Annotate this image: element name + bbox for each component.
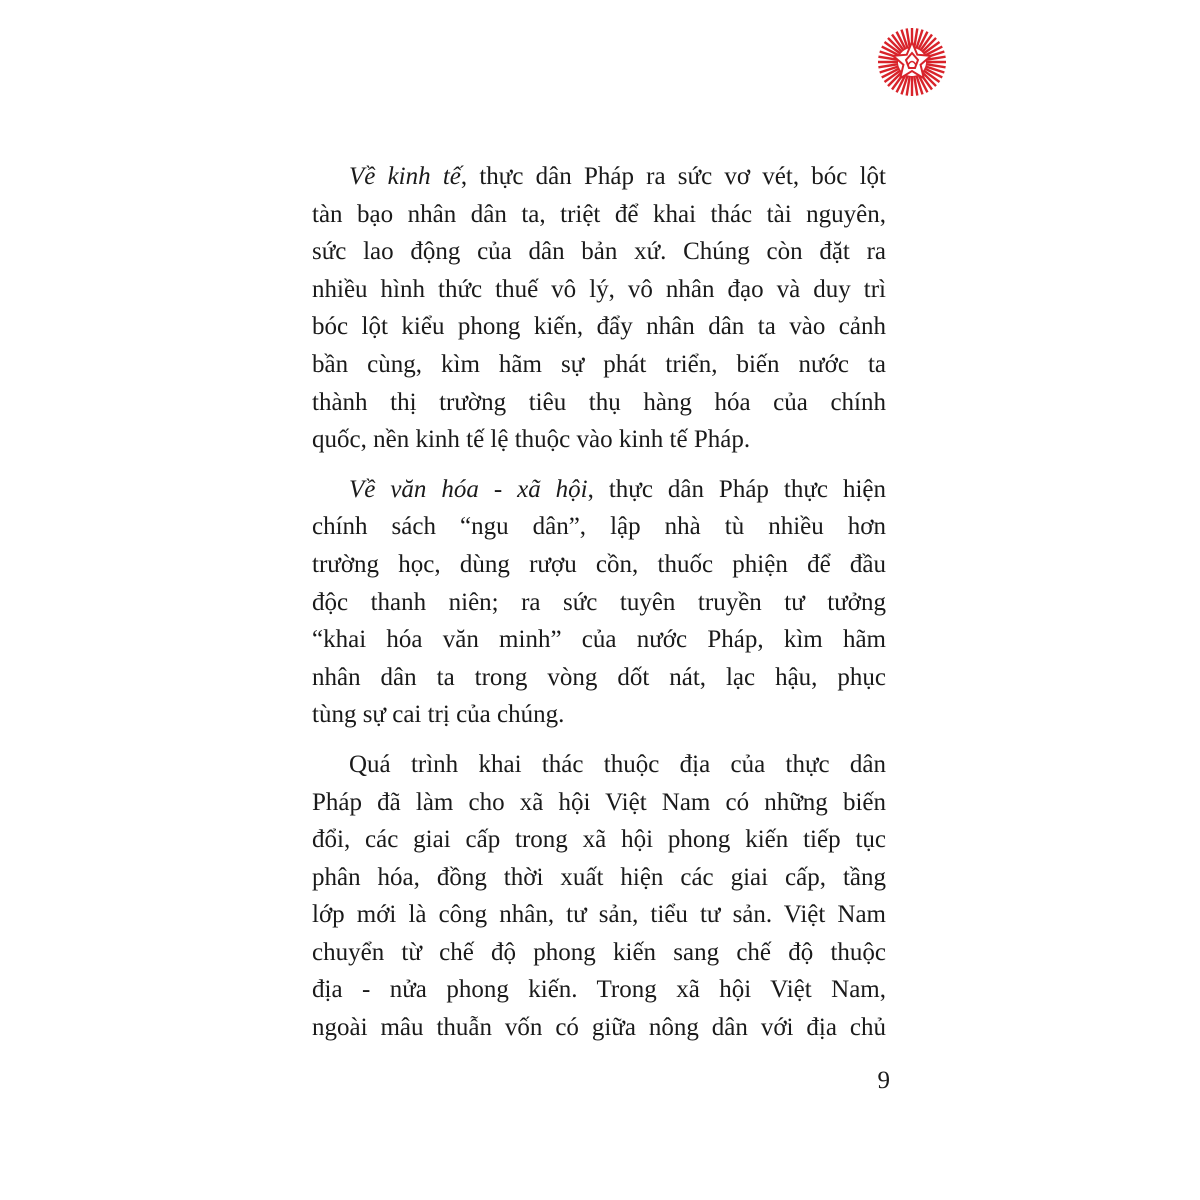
text-line (312, 896, 886, 934)
line-text: nhiều hình thức thuế vô lý, vô nhân đạo và duy trì (312, 275, 886, 303)
text-line (312, 621, 886, 659)
text-line (312, 971, 886, 1009)
text-line (312, 421, 886, 459)
line-text: trường học, dùng rượu cồn, thuốc phiện để đầu (312, 550, 886, 578)
text-line (312, 233, 886, 271)
italic-heading: Về kinh tế (349, 163, 461, 190)
line-text: phân hóa, đồng thời xuất hiện các giai cấp, tầng (312, 863, 886, 891)
text-line (312, 508, 886, 546)
line-text: đổi, các giai cấp trong xã hội phong kiến tiếp tục (312, 826, 886, 854)
text-line (312, 1009, 886, 1047)
text-line (312, 271, 886, 309)
paragraph (312, 158, 886, 459)
text-line (312, 696, 886, 734)
paragraph (312, 471, 886, 734)
text-line (312, 346, 886, 384)
line-text: bần cùng, kìm hãm sự phát triển, biến nước ta (312, 350, 886, 378)
text-line (312, 934, 886, 972)
line-text: bóc lột kiểu phong kiến, đẩy nhân dân ta vào cảnh (312, 313, 886, 341)
text-line (312, 308, 886, 346)
line-text: , thực dân Pháp thực hiện (587, 475, 886, 503)
paragraph (312, 746, 886, 1047)
text-line (312, 784, 886, 822)
line-text: ngoài mâu thuẫn vốn có giữa nông dân với địa chủ (312, 1014, 886, 1042)
page-number: 9 (877, 1067, 890, 1094)
line-text: thành thị trường tiêu thụ hàng hóa của chính (312, 388, 886, 416)
line-text: , thực dân Pháp ra sức vơ vét, bóc lột (460, 163, 887, 190)
line-text: địa - nửa phong kiến. Trong xã hội Việt Nam, (312, 976, 886, 1004)
line-text: tùng sự cai trị của chúng. (312, 701, 565, 729)
text-line (312, 859, 886, 897)
text-line (312, 384, 886, 422)
body-text (312, 158, 886, 1047)
line-text: sức lao động của dân bản xứ. Chúng còn đặt ra (312, 238, 886, 266)
text-line (312, 659, 886, 697)
line-text: lớp mới là công nhân, tư sản, tiểu tư sản. Việt Nam (312, 901, 886, 929)
line-text: “khai hóa văn minh” của nước Pháp, kìm hãm (312, 626, 886, 654)
text-line (312, 471, 886, 509)
line-text: tàn bạo nhân dân ta, triệt để khai thác tài nguyên, (312, 200, 886, 228)
line-text: Quá trình khai thác thuộc địa của thực dân (349, 750, 886, 778)
text-line (312, 196, 886, 234)
line-text: chuyển từ chế độ phong kiến sang chế độ thuộc (312, 938, 886, 966)
line-text: chính sách “ngu dân”, lập nhà tù nhiều hơn (312, 513, 886, 541)
line-text: quốc, nền kinh tế lệ thuộc vào kinh tế Pháp. (312, 426, 751, 454)
text-line (312, 746, 886, 784)
text-line (312, 821, 886, 859)
line-text: độc thanh niên; ra sức tuyên truyền tư tưởng (312, 588, 886, 616)
italic-heading: Về văn hóa - xã hội (349, 475, 588, 503)
line-text: nhân dân ta trong vòng dốt nát, lạc hậu, phục (312, 663, 886, 691)
text-line (312, 546, 886, 584)
red-star-emblem-icon (876, 26, 948, 98)
text-line (312, 158, 886, 196)
line-text: Pháp đã làm cho xã hội Việt Nam có những biến (312, 788, 886, 816)
text-line (312, 584, 886, 622)
